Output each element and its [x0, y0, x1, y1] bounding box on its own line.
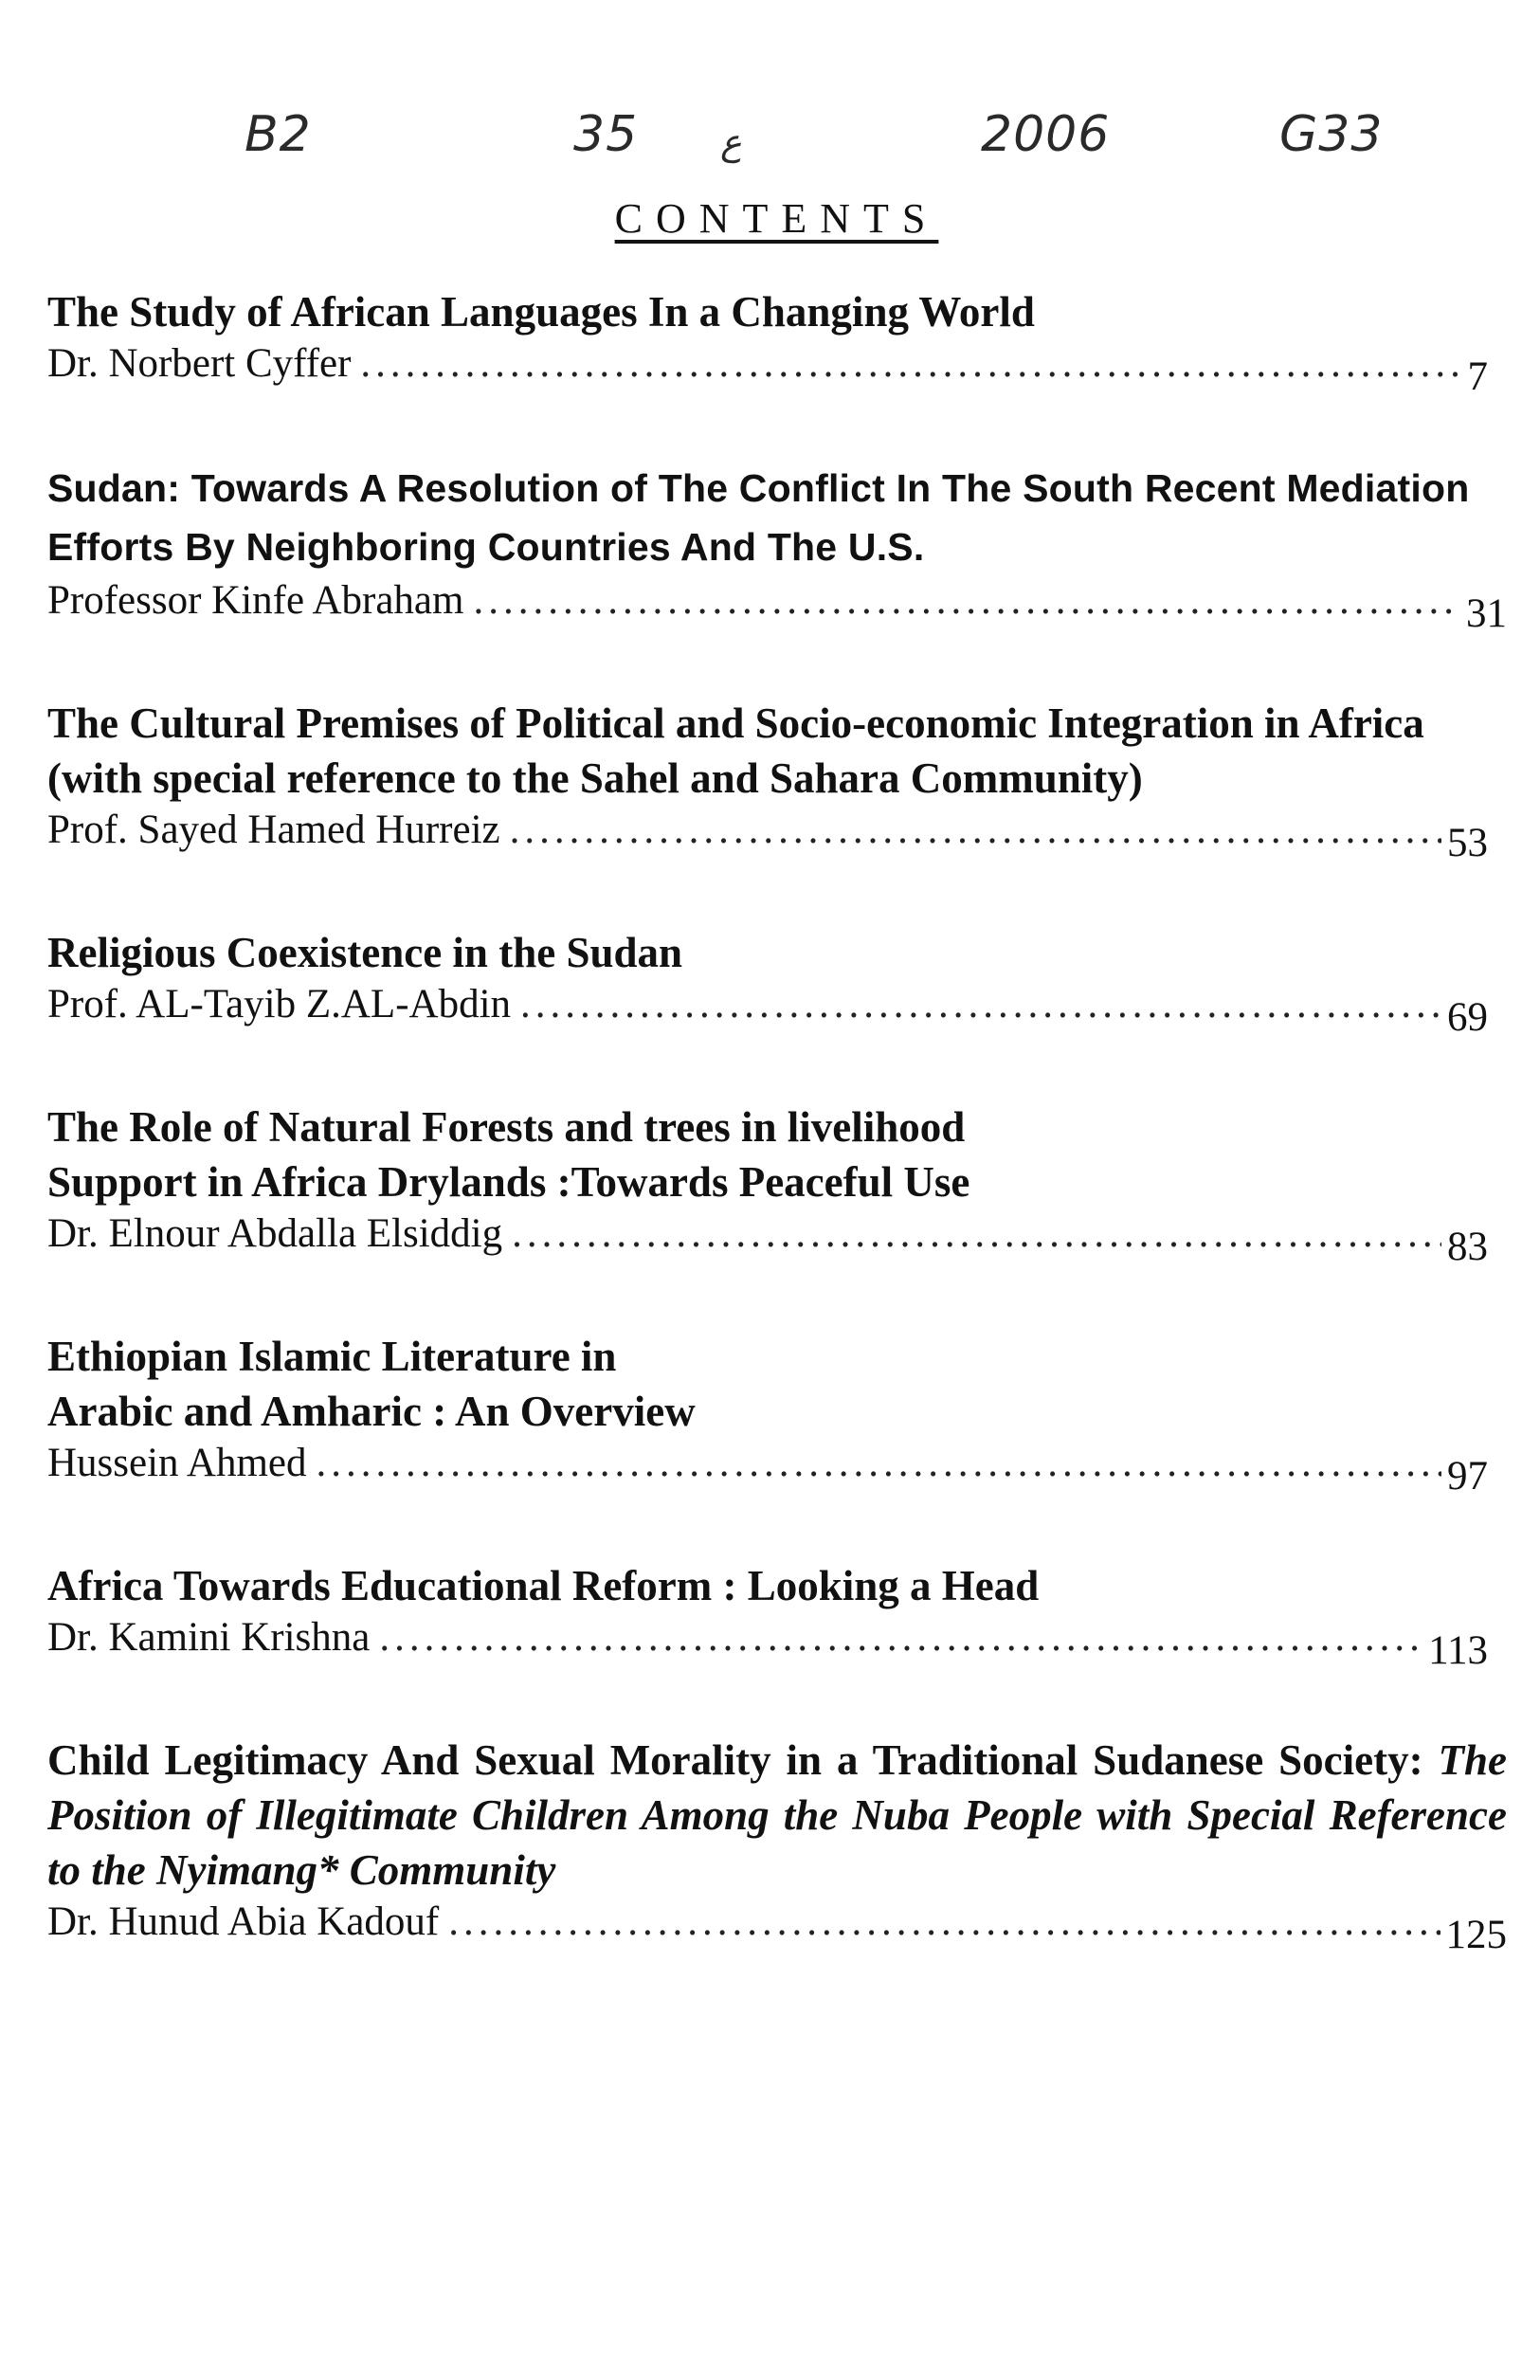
entry-page-number: 125 [1445, 1913, 1507, 1957]
dot-leader [317, 1439, 1441, 1488]
entry-author-line [47, 806, 1488, 865]
entry-title-line: Ethiopian Islamic Literature in [47, 1333, 617, 1380]
entry-title: Sudan: Towards A Resolution of The Conflict In The South Recent Mediation Efforts By Neighboring Countries And The U.S. [47, 466, 1470, 569]
toc-entry [47, 1558, 1488, 1673]
entry-author: Dr. Kamini Krishna [47, 1615, 371, 1660]
dot-leader [448, 1898, 1440, 1947]
entry-author: Hussein Ahmed [47, 1441, 307, 1485]
entry-page-number: 113 [1428, 1628, 1488, 1673]
entry-title [47, 1733, 1507, 1898]
entry-page-number: 7 [1467, 354, 1488, 399]
entry-author: Dr. Elnour Abdalla Elsiddig [47, 1211, 503, 1256]
entry-author-line [47, 339, 1488, 399]
handwritten-note: 35 [573, 106, 639, 163]
dot-leader [510, 806, 1441, 855]
entry-title-line: Support in Africa Drylands :Towards Peaceful Use [47, 1158, 970, 1206]
entry-author-line [47, 1898, 1507, 1957]
toc-entry [47, 459, 1507, 636]
entry-title [47, 1329, 1488, 1439]
entry-author: Dr. Hunud Abia Kadouf [47, 1899, 440, 1944]
entry-page-number: 69 [1447, 995, 1488, 1040]
entry-title-line: Arabic and Amharic : An Overview [47, 1388, 696, 1435]
dot-leader [379, 1613, 1422, 1662]
entry-title-main: Child Legitimacy And Sexual Morality in a Traditional Sudanese Society: [47, 1736, 1423, 1784]
entry-author-line [47, 1209, 1488, 1269]
dot-leader [473, 576, 1460, 626]
entry-page-number: 31 [1466, 591, 1507, 636]
handwritten-note: G33 [1279, 106, 1384, 163]
dot-leader [360, 339, 1461, 389]
table-of-contents [47, 284, 1507, 2017]
entry-author-line [47, 576, 1507, 636]
entry-title: The Study of African Languages In a Changing World [47, 288, 1035, 336]
entry-author-line [47, 980, 1488, 1040]
dot-leader [512, 1209, 1441, 1259]
entry-page-number: 83 [1447, 1225, 1488, 1269]
handwritten-note: 2006 [981, 106, 1111, 163]
entry-title: Religious Coexistence in the Sudan [47, 929, 683, 976]
entry-author: Professor Kinfe Abraham [47, 578, 464, 623]
entry-author-line [47, 1613, 1488, 1673]
toc-entry [47, 1099, 1488, 1269]
entry-title-line: The Role of Natural Forests and trees in livelihood [47, 1103, 966, 1151]
toc-entry [47, 284, 1488, 399]
handwritten-note: B2 [245, 106, 312, 163]
entry-subtitle: The Position of Illegitimate Children Among the Nuba People with Special Reference to the Nyimang* Community [47, 1736, 1507, 1894]
entry-title: Africa Towards Educational Reform : Looking a Head [47, 1562, 1040, 1609]
handwritten-note: ع [720, 121, 742, 163]
entry-author: Prof. Sayed Hamed Hurreiz [47, 808, 500, 852]
entry-author: Dr. Norbert Cyffer [47, 341, 352, 386]
toc-entry [47, 925, 1488, 1040]
contents-heading: CONTENTS [614, 195, 939, 242]
dot-leader [520, 980, 1441, 1029]
toc-entry [47, 1733, 1507, 1957]
toc-entry [47, 696, 1488, 865]
toc-entry [47, 1329, 1488, 1499]
entry-author: Prof. AL-Tayib Z.AL-Abdin [47, 982, 512, 1026]
entry-title: The Cultural Premises of Political and Socio-economic Integration in Africa (with special reference to the Sahel and Sahara Community) [47, 699, 1424, 802]
entry-page-number: 53 [1447, 821, 1488, 865]
entry-author-line [47, 1439, 1488, 1499]
entry-title [47, 1099, 1488, 1209]
entry-page-number: 97 [1447, 1454, 1488, 1499]
